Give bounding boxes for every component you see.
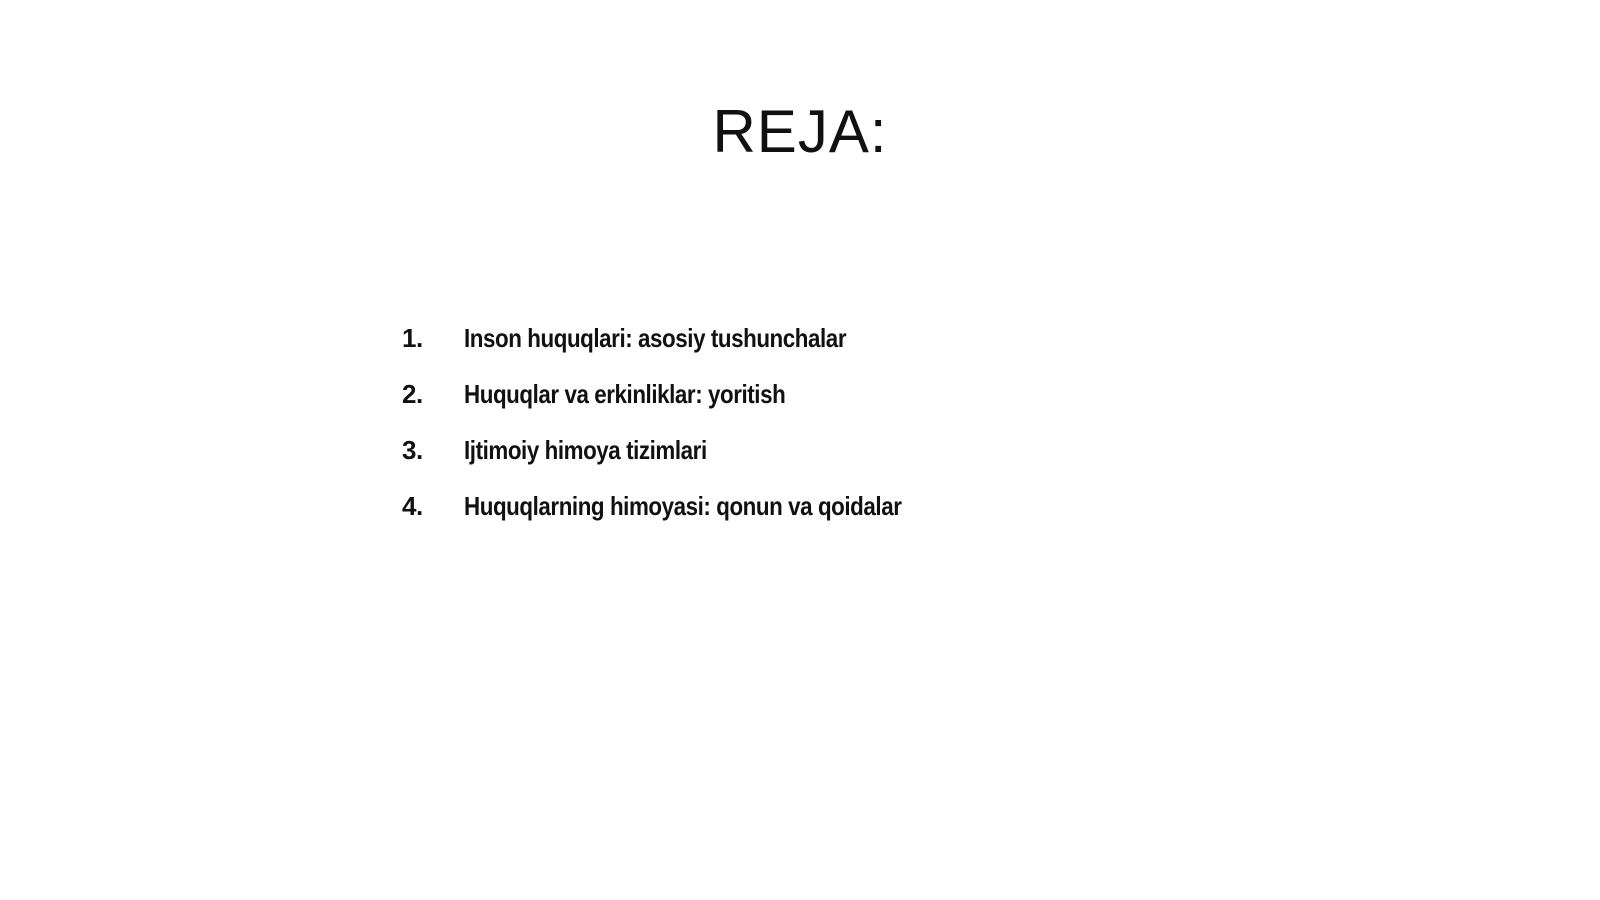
plan-item-text: Inson huquqlari: asosiy tushunchalar [464, 323, 847, 353]
plan-list [402, 318, 973, 542]
plan-item-text: Huquqlar va erkinliklar: yoritish [464, 379, 786, 409]
plan-item-1 [402, 318, 973, 374]
slide-title: REJA: [712, 98, 888, 165]
plan-item-number: 2. [402, 379, 423, 409]
plan-item-text: Huquqlarning himoyasi: qonun va qoidalar [464, 491, 902, 521]
plan-item-number: 1. [402, 323, 423, 353]
plan-item-3 [402, 430, 973, 486]
plan-item-number: 3. [402, 435, 423, 465]
plan-item-text: Ijtimoiy himoya tizimlari [464, 435, 707, 465]
plan-item-number: 4. [402, 491, 423, 521]
plan-item-2 [402, 374, 973, 430]
plan-item-4 [402, 486, 973, 542]
